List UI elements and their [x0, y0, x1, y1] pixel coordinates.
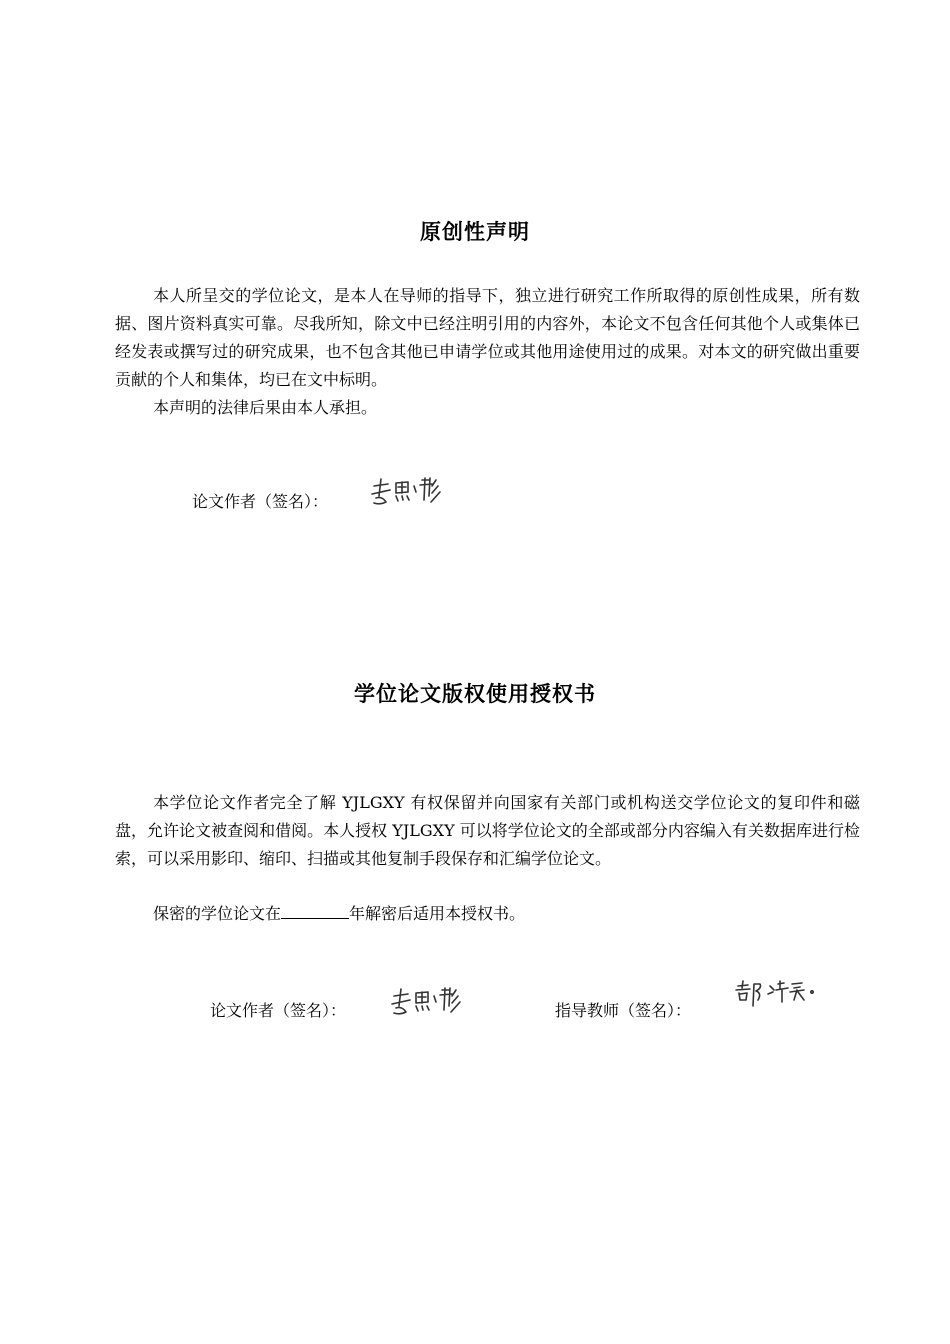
declaration-author-label: 论文作者（签名）：	[192, 492, 329, 511]
authorization-paragraph: 本学位论文作者完全了解 YJLGXY 有权保留并向国家有关部门或机构送交学位论文的复印件和磁盘，允许论文被查阅和借阅。本人授权 YJLGXY 可以将学位论文的全部或部分内容编入有关数据库进行检索，可以采用影印、缩印、扫描或其他复制手段保存和汇编学位论文。	[115, 793, 860, 868]
confidential-line	[153, 900, 525, 928]
authorization-title: 学位论文版权使用授权书	[354, 682, 596, 706]
authorization-author-label: 论文作者（签名）：	[210, 1001, 347, 1020]
declaration-paragraph: 本人所呈交的学位论文，是本人在导师的指导下，独立进行研究工作所取得的原创性成果，所有数据、图片资料真实可靠。尽我所知，除文中已经注明引用的内容外，本论文不包含任何其他个人或集体已经发表或撰写过的研究成果，也不包含其他已申请学位或其他用途使用过的成果。对本文的研究做出重要贡献的个人和集体，均已在文中标明。	[115, 286, 860, 389]
confidential-text-before: 保密的学位论文在	[153, 904, 282, 923]
declaration-title: 原创性声明	[420, 220, 530, 244]
author-signature-image	[368, 474, 444, 510]
advisor-signature-image	[732, 978, 822, 1012]
declaration-legal-note: 本声明的法律后果由本人承担。	[153, 398, 378, 417]
author-signature-image-2	[388, 984, 464, 1020]
years-blank	[281, 901, 349, 919]
confidential-text-after: 年解密后适用本授权书。	[349, 904, 526, 923]
authorization-advisor-label: 指导教师（签名）：	[555, 1001, 692, 1020]
